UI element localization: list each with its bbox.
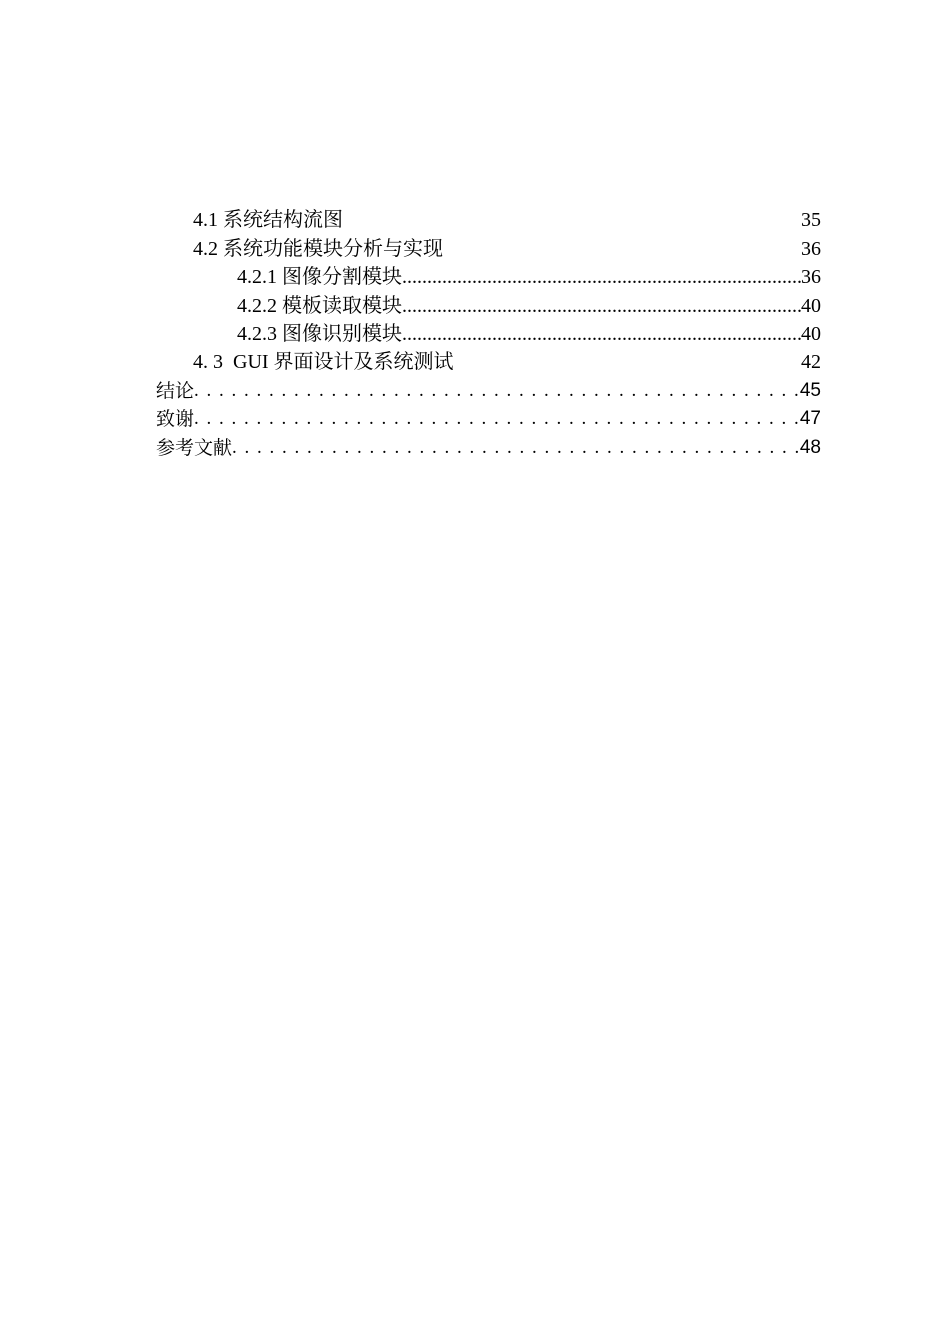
toc-entry-page: 36 (801, 266, 821, 289)
toc-entry-title: 4.1 系统结构流图 (193, 209, 343, 232)
toc-entry-references[interactable] (156, 433, 821, 461)
toc-leader (402, 292, 801, 320)
toc-leader (194, 405, 800, 433)
toc-entry-page: 35 (801, 209, 821, 232)
toc-entry-4-2-2[interactable] (156, 291, 821, 319)
toc-entry-title: 4.2.2 模板读取模块 (237, 294, 402, 317)
toc-entry-page: 42 (801, 351, 821, 374)
toc-entry-title: 4.2.1 图像分割模块 (237, 266, 402, 289)
toc-entry-conclusion[interactable] (156, 376, 821, 404)
toc-entry-title: 结论 (156, 379, 195, 402)
toc-entry-page: 40 (801, 322, 821, 345)
toc-entry-title: 致谢 (156, 408, 195, 431)
toc-entry-page: 40 (801, 294, 821, 317)
table-of-contents (156, 206, 821, 462)
toc-entry-4-3[interactable] (156, 348, 821, 376)
toc-entry-4-2[interactable] (156, 234, 821, 262)
toc-leader (232, 433, 800, 461)
toc-entry-page: 45 (799, 379, 821, 401)
toc-entry-4-1[interactable] (156, 206, 821, 234)
toc-entry-title: 4.2 系统功能模块分析与实现 (193, 237, 443, 260)
toc-entry-4-2-3[interactable] (156, 320, 821, 348)
toc-entry-4-2-1[interactable] (156, 263, 821, 291)
toc-entry-acknowledgements[interactable] (156, 405, 821, 433)
toc-leader (402, 263, 801, 291)
toc-entry-page: 48 (799, 436, 821, 458)
toc-entry-title: 参考文献 (156, 436, 233, 459)
toc-leader (194, 376, 800, 404)
toc-entry-page: 47 (799, 408, 821, 430)
toc-leader (402, 320, 801, 348)
toc-entry-title: 4.2.3 图像识别模块 (237, 322, 402, 345)
toc-entry-title: 4. 3 GUI 界面设计及系统测试 (193, 351, 454, 374)
toc-entry-page: 36 (801, 237, 821, 260)
